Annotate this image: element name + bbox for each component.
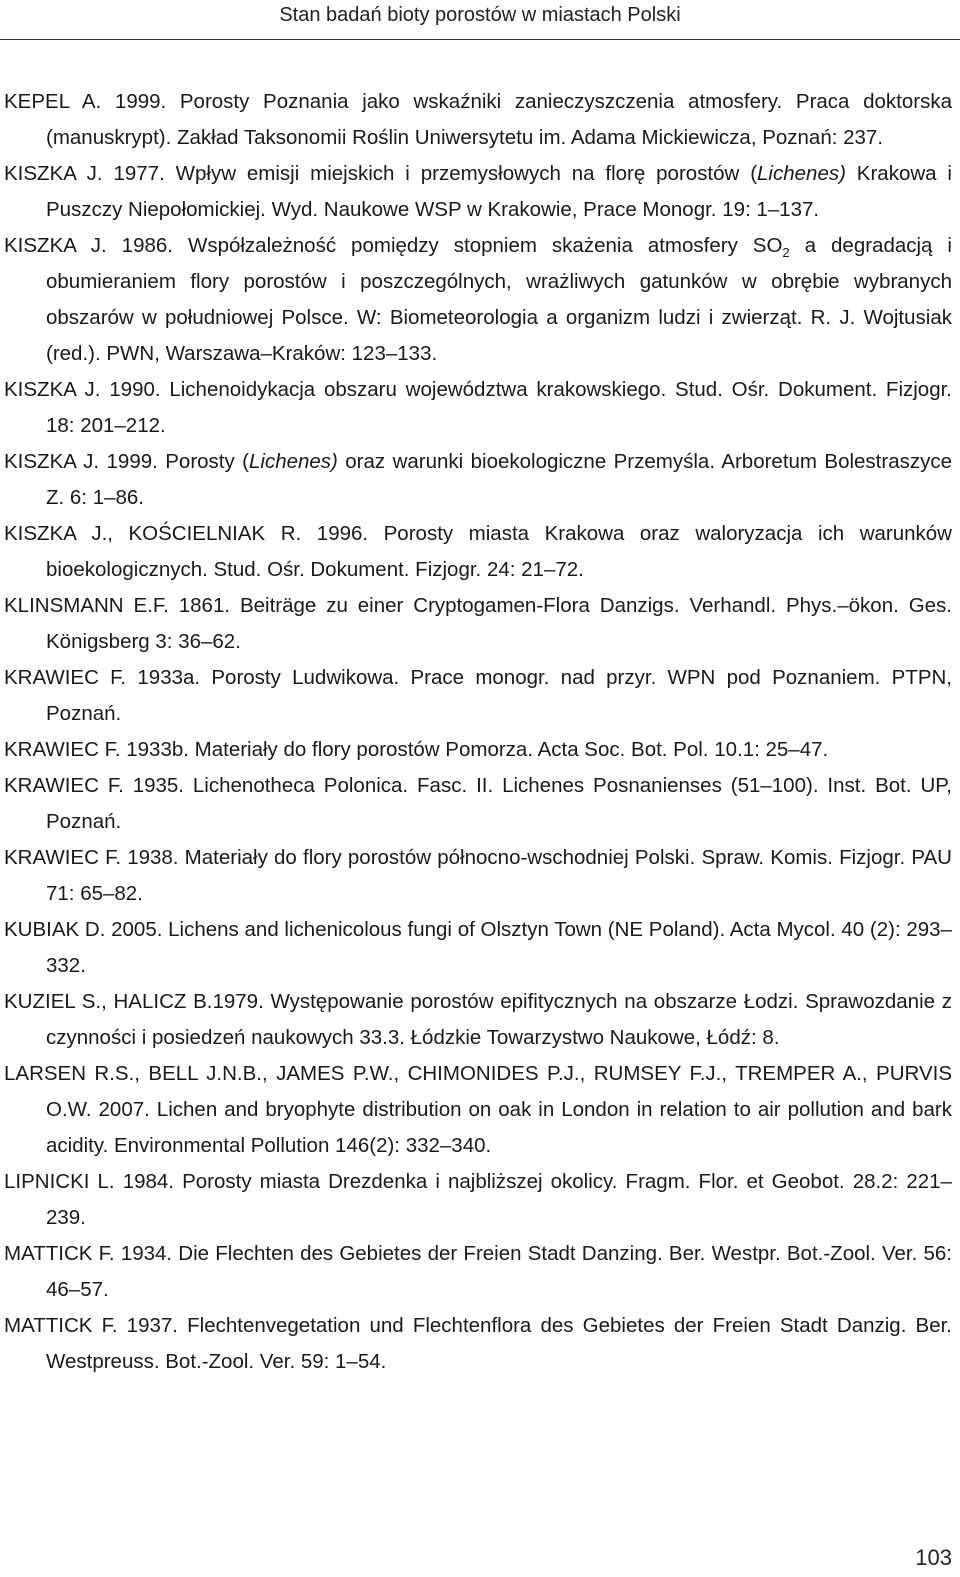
taxon-name: Lichenes) [248, 450, 338, 473]
reference-entry: MATTICK F. 1934. Die Flechten des Gebietes der Freien Stadt Danzing. Ber. Westpr. Bot.-Zool. Ver. 56: 46–57. [4, 1242, 952, 1301]
taxon-name: Lichenes) [757, 162, 846, 185]
reference-entry: KEPEL A. 1999. Porosty Poznania jako wskaźniki zanieczyszczenia atmosfery. Praca doktorska (manuskrypt). Zakład Taksonomii Roślin Uniwersytetu im. Adama Mickiewicza, Poznań: 237. [4, 90, 952, 149]
reference-entry: LARSEN R.S., BELL J.N.B., JAMES P.W., CHIMONIDES P.J., RUMSEY F.J., TREMPER A., PURVIS O.W. 2007. Lichen and bryophyte distribution on oak in London in relation to air pollution and bark acidity. Environmental Pollution 146(2): 332–340. [4, 1062, 952, 1157]
page-number: 103 [915, 1545, 952, 1570]
reference-list [0, 84, 952, 1380]
reference-entry: KRAWIEC F. 1935. Lichenotheca Polonica. Fasc. II. Lichenes Posnanienses (51–100). Inst. Bot. UP, Poznań. [4, 774, 952, 833]
reference-entry [0, 156, 952, 228]
reference-text: Krakowa i Puszczy Niepołomickiej. Wyd. Naukowe WSP w Krakowie, Prace Monogr. 19: 1–137. [46, 162, 952, 221]
reference-text: oraz warunki bioekologiczne Przemyśla. Arboretum Bolestraszyce Z. 6: 1–86. [46, 450, 953, 509]
reference-text: KISZKA J. 1986. Współzależność pomiędzy stopniem skażenia atmosfery SO [4, 234, 783, 257]
reference-text: KISZKA J. 1999. Porosty ( [4, 450, 249, 473]
reference-entry: LIPNICKI L. 1984. Porosty miasta Drezdenka i najbliższej okolicy. Fragm. Flor. et Geobot. 28.2: 221–239. [4, 1170, 952, 1229]
reference-entry: KRAWIEC F. 1933a. Porosty Ludwikowa. Prace monogr. nad przyr. WPN pod Poznaniem. PTPN, Poznań. [4, 666, 952, 725]
header-rule [0, 39, 960, 40]
reference-entry: KISZKA J., KOŚCIELNIAK R. 1996. Porosty miasta Krakowa oraz waloryzacja ich warunków bioekologicznych. Stud. Ośr. Dokument. Fizjogr. 24: 21–72. [4, 522, 952, 581]
subscript: 2 [782, 245, 790, 260]
reference-entry: KUBIAK D. 2005. Lichens and lichenicolous fungi of Olsztyn Town (NE Poland). Acta Mycol. 40 (2): 293–332. [4, 918, 952, 977]
running-header: Stan badań bioty porostów w miastach Polski [279, 4, 681, 26]
reference-text: a degradacją i obumieraniem flory porostów i poszczególnych, wrażliwych gatunków w obrębie wybranych obszarów w południowej Polsce. W: Biometeorologia a organizm ludzi i zwierząt. R. J. Wojtusiak (red.). PWN, Warszawa–Kraków: 123–133. [46, 234, 952, 365]
reference-text: KISZKA J. 1977. Wpływ emisji miejskich i przemysłowych na florę porostów ( [4, 162, 758, 185]
reference-entry: KRAWIEC F. 1933b. Materiały do flory porostów Pomorza. Acta Soc. Bot. Pol. 10.1: 25–47. [4, 738, 829, 761]
reference-entry: KRAWIEC F. 1938. Materiały do flory porostów północno-wschodniej Polski. Spraw. Komis. Fizjogr. PAU 71: 65–82. [4, 846, 952, 905]
reference-entry: KUZIEL S., HALICZ B.1979. Występowanie porostów epifitycznych na obszarze Łodzi. Sprawozdanie z czynności i posiedzeń naukowych 33.3. Łódzkie Towarzystwo Naukowe, Łódź: 8. [4, 990, 952, 1049]
reference-entry: KLINSMANN E.F. 1861. Beiträge zu einer Cryptogamen-Flora Danzigs. Verhandl. Phys.–ökon. Ges. Königsberg 3: 36–62. [4, 594, 952, 653]
reference-entry [0, 444, 952, 516]
reference-entry [0, 228, 952, 372]
reference-entry: MATTICK F. 1937. Flechtenvegetation und Flechtenflora des Gebietes der Freien Stadt Danzig. Ber. Westpreuss. Bot.-Zool. Ver. 59: 1–54. [4, 1314, 952, 1373]
reference-entry: KISZKA J. 1990. Lichenoidykacja obszaru województwa krakowskiego. Stud. Ośr. Dokument. Fizjogr. 18: 201–212. [4, 378, 952, 437]
